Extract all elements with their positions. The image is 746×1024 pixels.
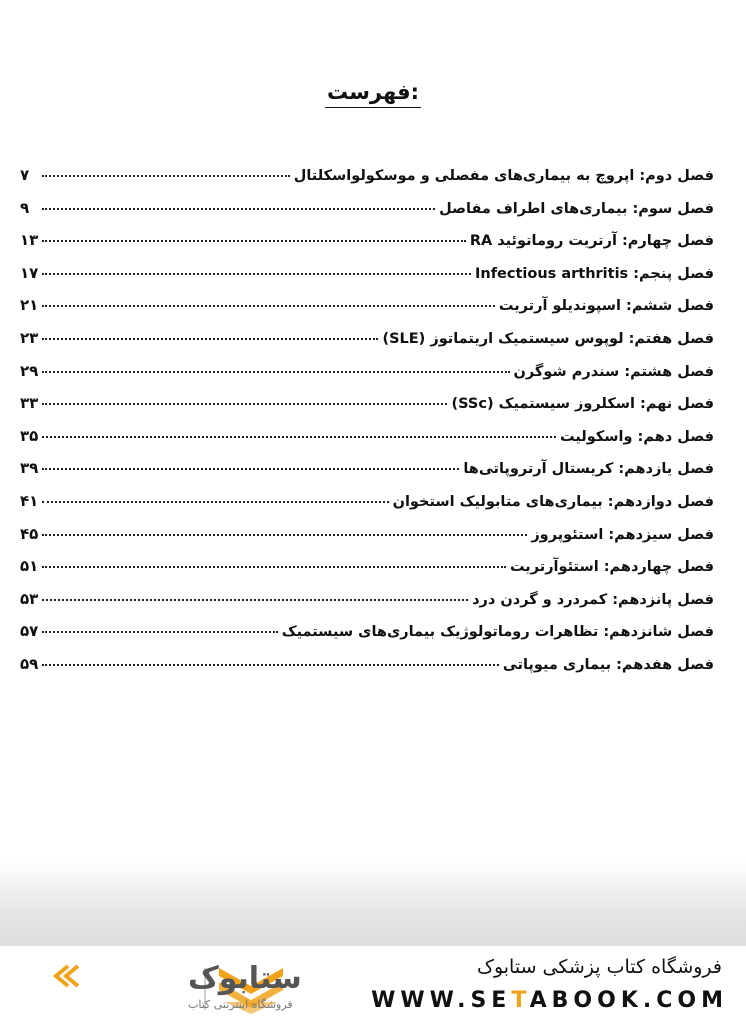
toc-entry[interactable] — [20, 296, 714, 329]
toc-entry[interactable] — [20, 199, 714, 232]
toc-entry[interactable] — [20, 329, 714, 362]
toc-entry-title: فصل چهارم: آرتریت روماتوئید RA — [469, 233, 714, 250]
toc-entry-title: فصل دهم: واسکولیت — [560, 428, 714, 445]
toc-entry[interactable] — [20, 622, 714, 655]
toc-entry-page-number: ۹ — [20, 198, 30, 217]
dot-leader — [42, 501, 388, 503]
toc-entry[interactable] — [20, 394, 714, 427]
dot-leader — [42, 631, 277, 633]
dot-leader — [42, 534, 527, 536]
store-url[interactable]: WWW.SETABOOK.COM — [371, 988, 728, 1013]
toc-entry-page-number: ۴۵ — [20, 524, 39, 543]
toc-entry-page-number: ۴۱ — [20, 491, 39, 510]
store-name: فروشگاه کتاب پزشکی ستابوک — [476, 956, 722, 978]
toc-entry-page-number: ۲۳ — [20, 328, 39, 347]
toc-entry-title: فصل سوم: بیماری‌های اطراف مفاصل — [439, 200, 714, 217]
page-bottom-shadow — [0, 870, 746, 946]
toc-entry[interactable] — [20, 525, 714, 558]
dot-leader — [42, 403, 447, 405]
publisher-footer — [0, 946, 746, 1024]
toc-entry-page-number: ۱۷ — [20, 263, 39, 282]
toc-entry-page-number: ۱۳ — [20, 231, 39, 250]
toc-entry-page-number: ۷ — [20, 166, 30, 184]
toc-entry-title: فصل پنجم: Infectious arthritis — [475, 265, 714, 282]
dot-leader — [42, 305, 495, 307]
toc-entry-title: فصل پانزدهم: کمردرد و گردن درد — [472, 591, 714, 608]
toc-entry[interactable] — [20, 362, 714, 395]
dot-leader — [42, 338, 378, 340]
toc-entry-title: فصل هفتم: لوپوس سیستمیک اریتماتوز (SLE) — [382, 330, 714, 347]
dot-leader — [42, 371, 509, 373]
toc-entry-title: فصل نهم: اسکلروز سیستمیک (SSc) — [451, 396, 714, 413]
dot-leader — [42, 273, 471, 275]
toc-entry-page-number: ۵۳ — [20, 589, 39, 608]
toc-entry[interactable] — [20, 166, 714, 199]
toc-entry-page-number: ۲۹ — [20, 361, 39, 380]
table-of-contents — [20, 166, 714, 688]
toc-entry-title: فصل دوم: اپروچ به بیماری‌های مفصلی و موسکولواسکلتال — [293, 168, 714, 184]
toc-entry-page-number: ۳۵ — [20, 426, 39, 445]
toc-entry[interactable] — [20, 264, 714, 297]
toc-entry-title: فصل هفدهم: بیماری میوپاتی — [502, 656, 714, 673]
toc-entry-title: فصل سیزدهم: استئوپروز — [531, 526, 714, 543]
toc-entry[interactable] — [20, 459, 714, 492]
toc-entry-title: فصل هشتم: سندرم شوگرن — [513, 363, 714, 380]
toc-title: فهرست: — [0, 80, 746, 104]
toc-entry[interactable] — [20, 590, 714, 623]
dot-leader — [42, 436, 556, 438]
toc-entry[interactable] — [20, 655, 714, 688]
toc-entry[interactable] — [20, 557, 714, 590]
svg-text:ستابوک: ستابوک — [188, 961, 302, 996]
toc-entry-page-number: ۵۹ — [20, 654, 39, 673]
dot-leader — [42, 664, 499, 666]
toc-entry-page-number: ۵۱ — [20, 557, 39, 576]
dot-leader — [42, 599, 468, 601]
dot-leader — [42, 175, 290, 177]
toc-entry-title: فصل ششم: اسپوندیلو آرتریت — [498, 298, 714, 315]
dot-leader — [42, 468, 459, 470]
dot-leader — [42, 240, 466, 242]
toc-entry-page-number: ۳۹ — [20, 459, 39, 478]
toc-entry-title: فصل یازدهم: کریستال آرتروپاتی‌ها — [463, 461, 714, 478]
toc-entry-page-number: ۵۷ — [20, 622, 39, 641]
toc-entry[interactable] — [20, 427, 714, 460]
toc-entry[interactable] — [20, 231, 714, 264]
dot-leader — [42, 566, 506, 568]
toc-entry-title: فصل چهاردهم: استئوآرتریت — [509, 559, 714, 576]
toc-entry-page-number: ۲۱ — [20, 296, 39, 315]
svg-text:فروشگاه اینترنتی کتاب: فروشگاه اینترنتی کتاب — [188, 998, 293, 1011]
setabook-wordmark-logo — [38, 958, 302, 1014]
toc-entry-title: فصل شانزدهم: تظاهرات روماتولوژیک بیماری‌های سیستمیک — [281, 624, 714, 641]
dot-leader — [42, 208, 435, 210]
toc-entry-page-number: ۳۳ — [20, 394, 39, 413]
toc-entry[interactable] — [20, 492, 714, 525]
toc-entry-title: فصل دوازدهم: بیماری‌های متابولیک استخوان — [392, 493, 714, 510]
